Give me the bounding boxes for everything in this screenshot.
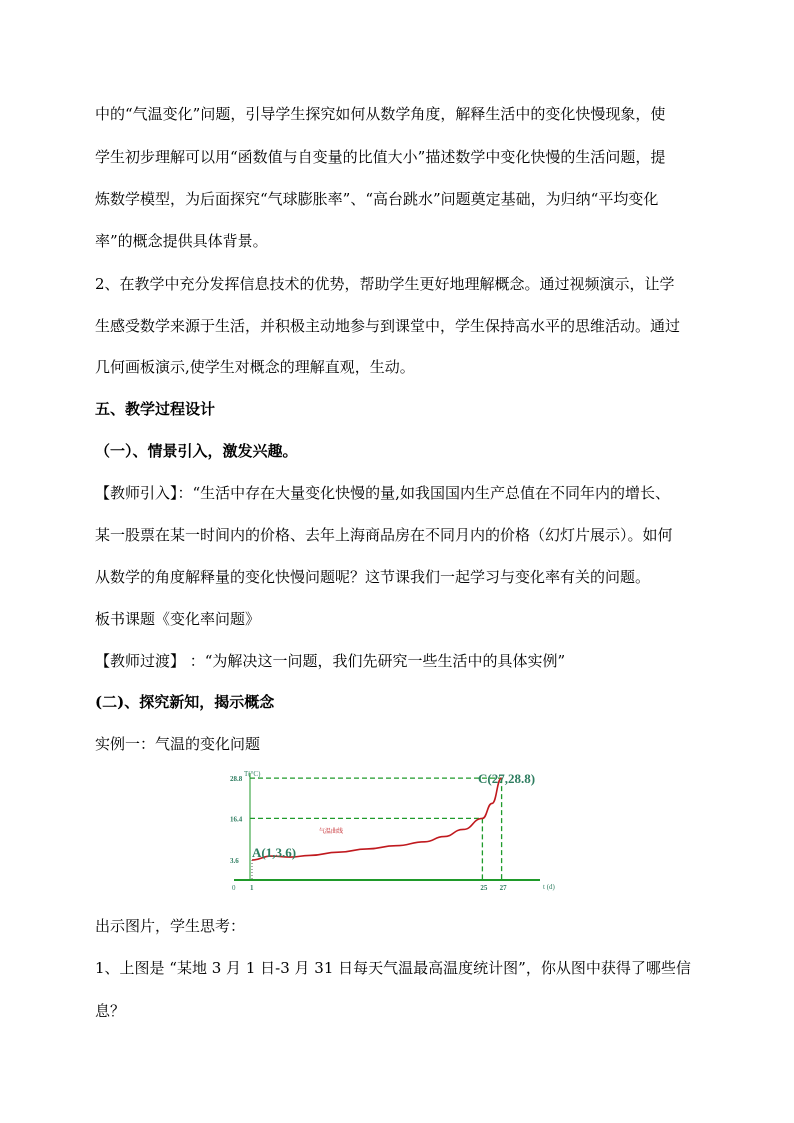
example-1-title: 实例一：气温的变化问题 xyxy=(95,735,261,753)
x-tick-label: 27 xyxy=(499,884,507,892)
temperature-chart-svg xyxy=(226,763,566,895)
paragraph-1-line-1: 中的“气温变化”问题，引导学生探究如何从数学角度，解释生活中的变化快慢现象，使 xyxy=(95,105,666,123)
y-axis-label: T(°C) xyxy=(244,770,261,778)
point-a-label: A(1,3.6) xyxy=(252,845,297,860)
paragraph-1-line-4: 率”的概念提供具体背景。 xyxy=(95,232,268,250)
temperature-chart xyxy=(226,763,566,895)
teacher-intro-line-1: 【教师引入】：“生活中存在大量变化快慢的量,如我国国内生产总值在不同年内的增长、 xyxy=(95,484,670,502)
teacher-intro-line-3: 从数学的角度解释量的变化快慢问题呢？这节课我们一起学习与变化率有关的问题。 xyxy=(95,568,651,586)
subsection-heading-1: （一）、情景引入，激发兴趣。 xyxy=(95,442,298,460)
x-tick-label: 1 xyxy=(250,884,254,892)
x-tick-label: 25 xyxy=(480,884,488,892)
x-axis-label: t (d) xyxy=(543,883,555,891)
paragraph-2-line-3: 几何画板演示,使学生对概念的理解直观，生动。 xyxy=(95,358,415,376)
teacher-intro-line-2: 某一股票在某一时间内的价格、去年上海商品房在不同月内的价格（幻灯片展示）。如何 xyxy=(95,526,673,544)
section-heading-5: 五、教学过程设计 xyxy=(95,400,216,418)
teacher-transition: 【教师过渡】 ：“为解决这一问题，我们先研究一些生活中的具体实例” xyxy=(95,652,566,670)
subsection-heading-2: (二)、探究新知，揭示概念 xyxy=(95,693,275,711)
board-title: 板书课题《变化率问题》 xyxy=(95,610,261,628)
curve-label: 气温曲线 xyxy=(319,829,344,835)
paragraph-2-line-2: 生感受数学来源于生活，并积极主动地参与到课堂中，学生保持高水平的思维活动。通过 xyxy=(95,317,681,335)
origin-label: 0 xyxy=(232,884,236,892)
paragraph-2-line-1: 2、在教学中充分发挥信息技术的优势，帮助学生更好地理解概念。通过视频演示，让学 xyxy=(95,275,675,293)
question-1-line-1: 1、上图是 “某地 3 月 1 日-3 月 31 日每天气温最高温度统计图”，你从图中获得了哪些信 xyxy=(95,959,691,977)
y-tick-label: 28.8 xyxy=(230,775,243,784)
point-c-label: C(27,28.8) xyxy=(478,771,536,786)
paragraph-1-line-2: 学生初步理解可以用“函数值与自变量的比值大小”描述数学中变化快慢的生活问题，提 xyxy=(95,148,666,166)
y-tick-label: 16.4 xyxy=(230,815,243,824)
y-tick-label: 3.6 xyxy=(230,857,239,865)
question-1-line-2: 息？ xyxy=(95,1002,126,1020)
paragraph-1-line-3: 炼数学模型，为后面探究“气球膨胀率”、“高台跳水”问题奠定基础，为归纳“平均变化 xyxy=(95,190,659,208)
show-figure-prompt: 出示图片，学生思考： xyxy=(95,917,246,935)
